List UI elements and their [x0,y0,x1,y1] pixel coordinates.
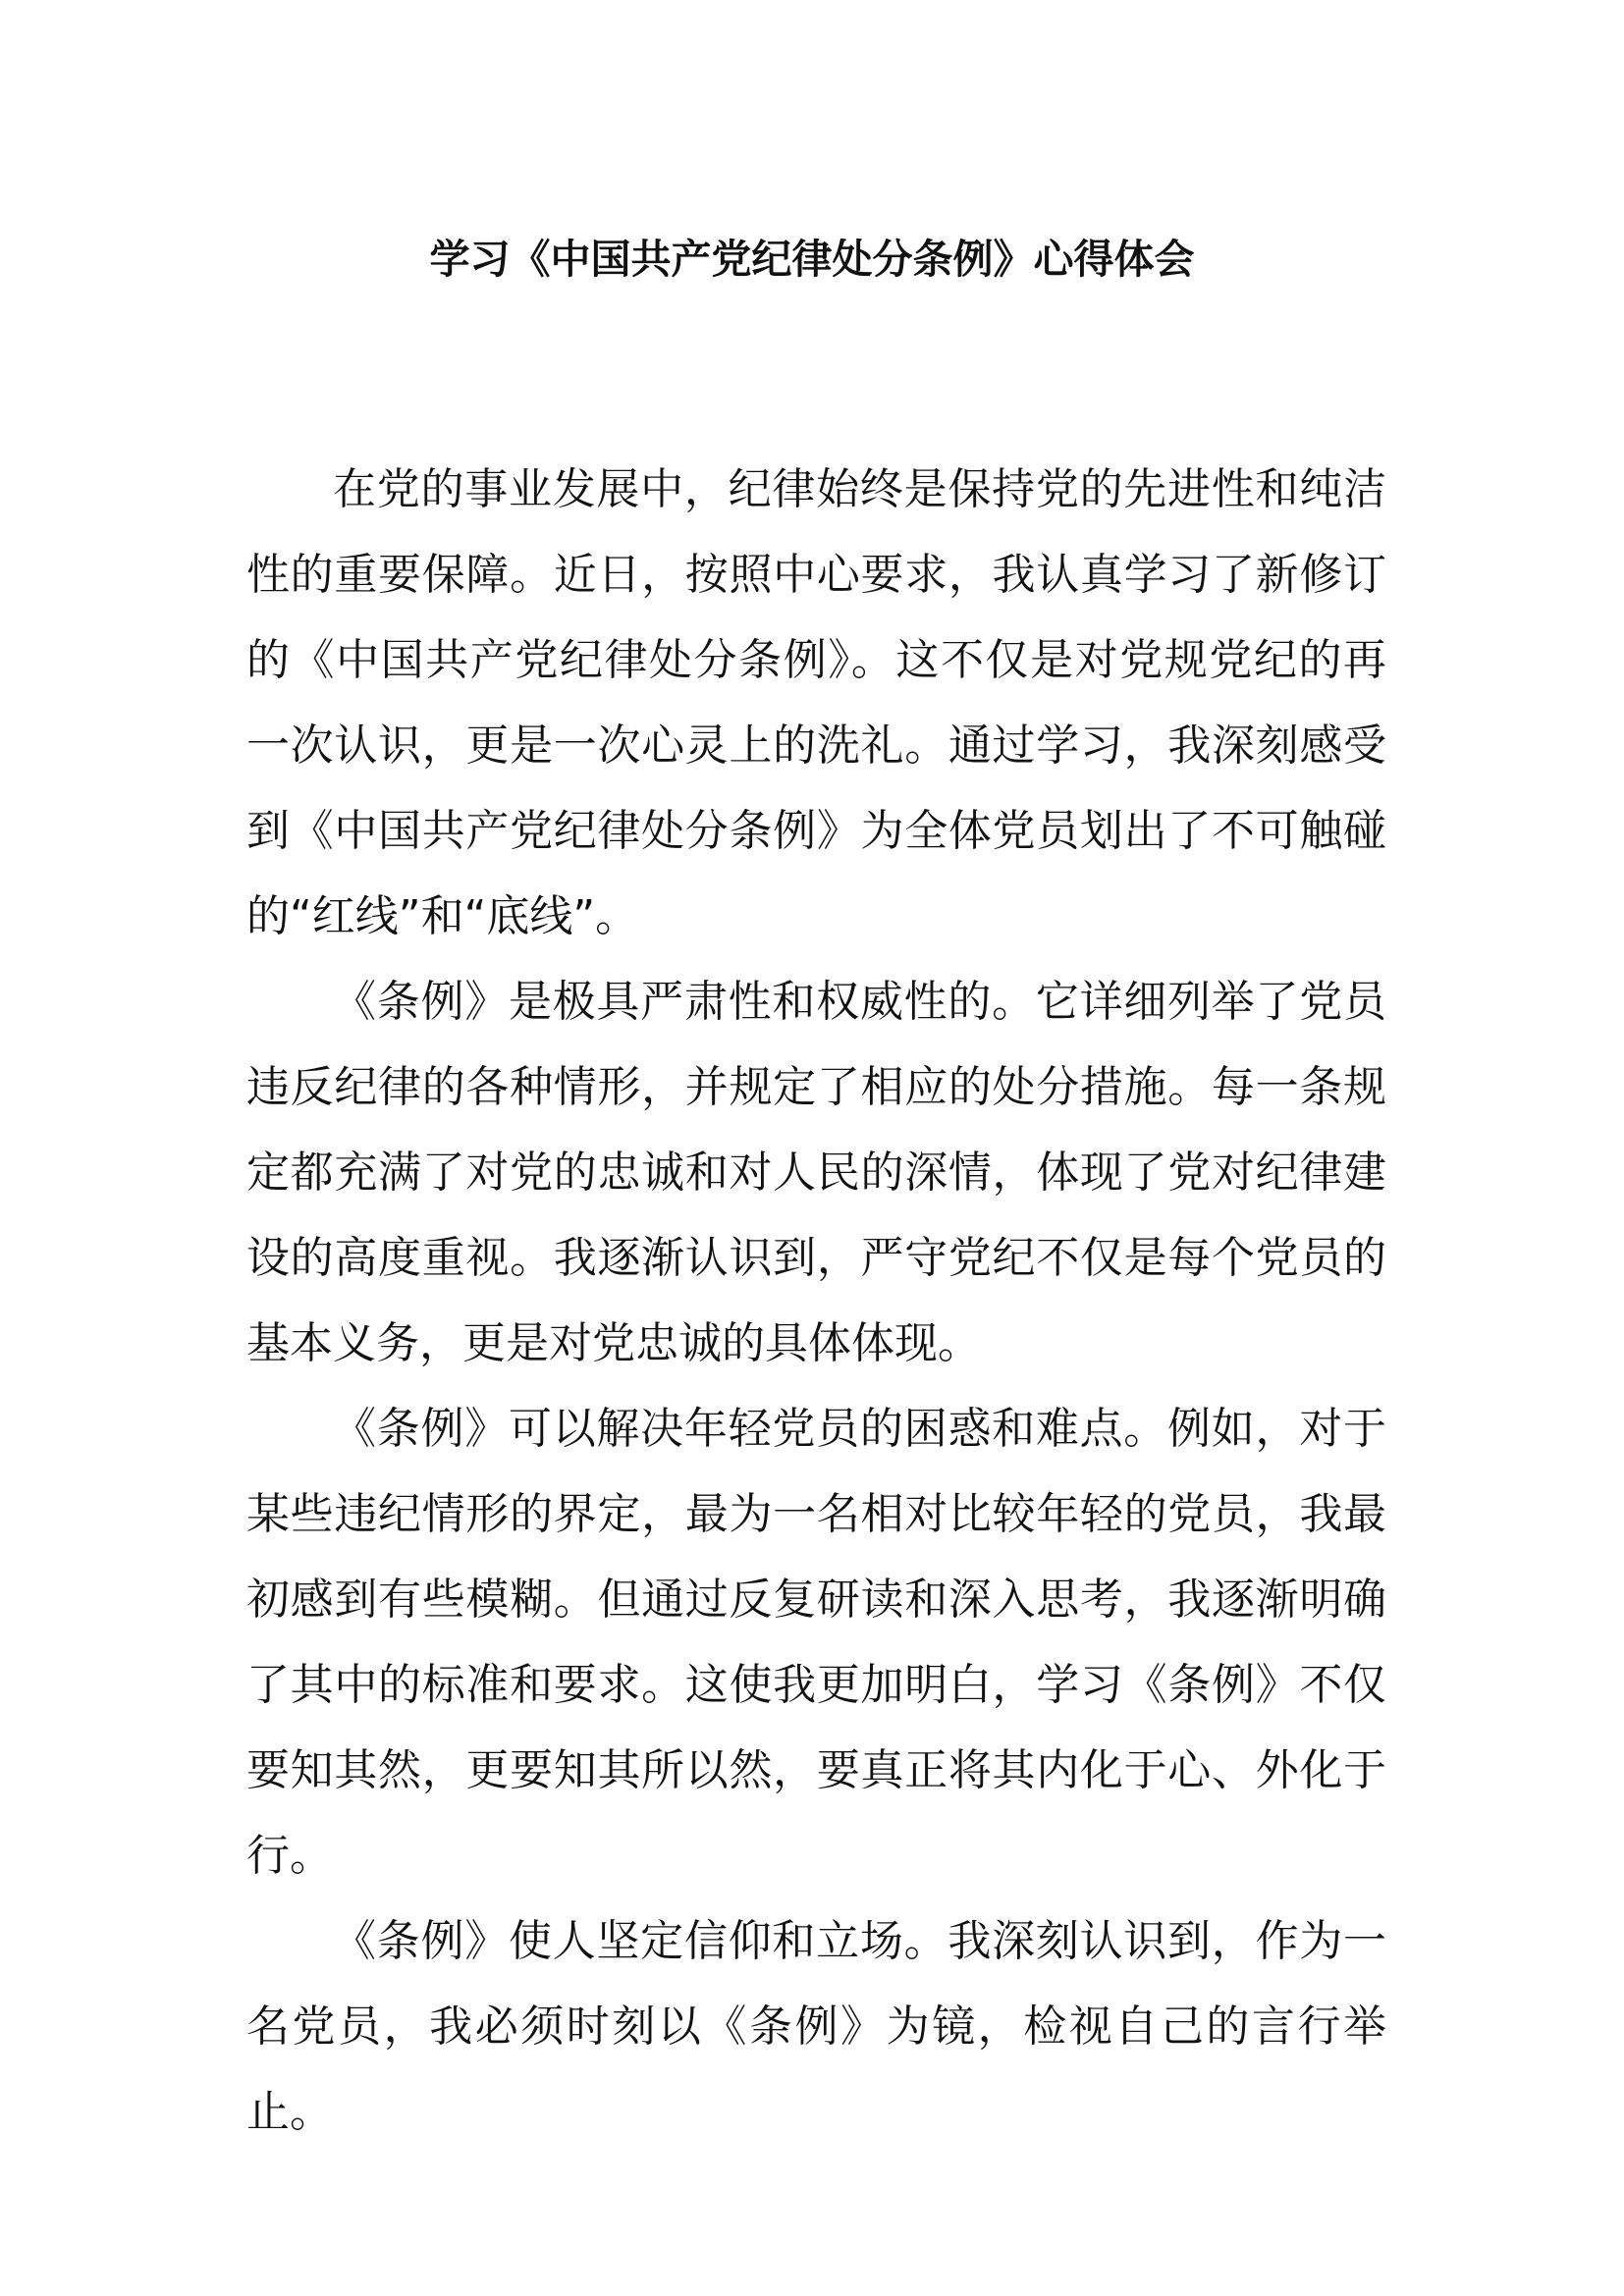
paragraph: 《条例》可以解决年轻党员的困惑和难点。例如，对于某些违纪情形的界定，最为一名相对比较年轻的党员，我最初感到有些模糊。但通过反复研读和深入思考，我逐渐明确了其中的标准和要求。这使我更加明白，学习《条例》不仅要知其然，更要知其所以然，要真正将其内化于心、外化于行。 [246,1404,1386,1881]
paragraph: 《条例》是极具严肃性和权威性的。它详细列举了党员违反纪律的各种情形，并规定了相应的处分措施。每一条规定都充满了对党的忠诚和对人民的深情，体现了党对纪律建设的高度重视。我逐渐认识到，严守党纪不仅是每个党员的基本义务，更是对党忠诚的具体体现。 [246,977,1386,1368]
paragraph: 《条例》使人坚定信仰和立场。我深刻认识到，作为一名党员，我必须时刻以《条例》为镜，检视自己的言行举止。 [246,1916,1386,2137]
document-body [246,447,1386,2155]
document-title: 学习《中国共产党纪律处分条例》心得体会 [429,236,1195,283]
paragraph: 在党的事业发展中，纪律始终是保持党的先进性和纯洁性的重要保障。近日，按照中心要求，我认真学习了新修订的《中国共产党纪律处分条例》。这不仅是对党规党纪的再一次认识，更是一次心灵上的洗礼。通过学习，我深刻感受到《中国共产党纪律处分条例》为全体党员划出了不可触碰的“红线”和“底线”。 [246,464,1386,941]
